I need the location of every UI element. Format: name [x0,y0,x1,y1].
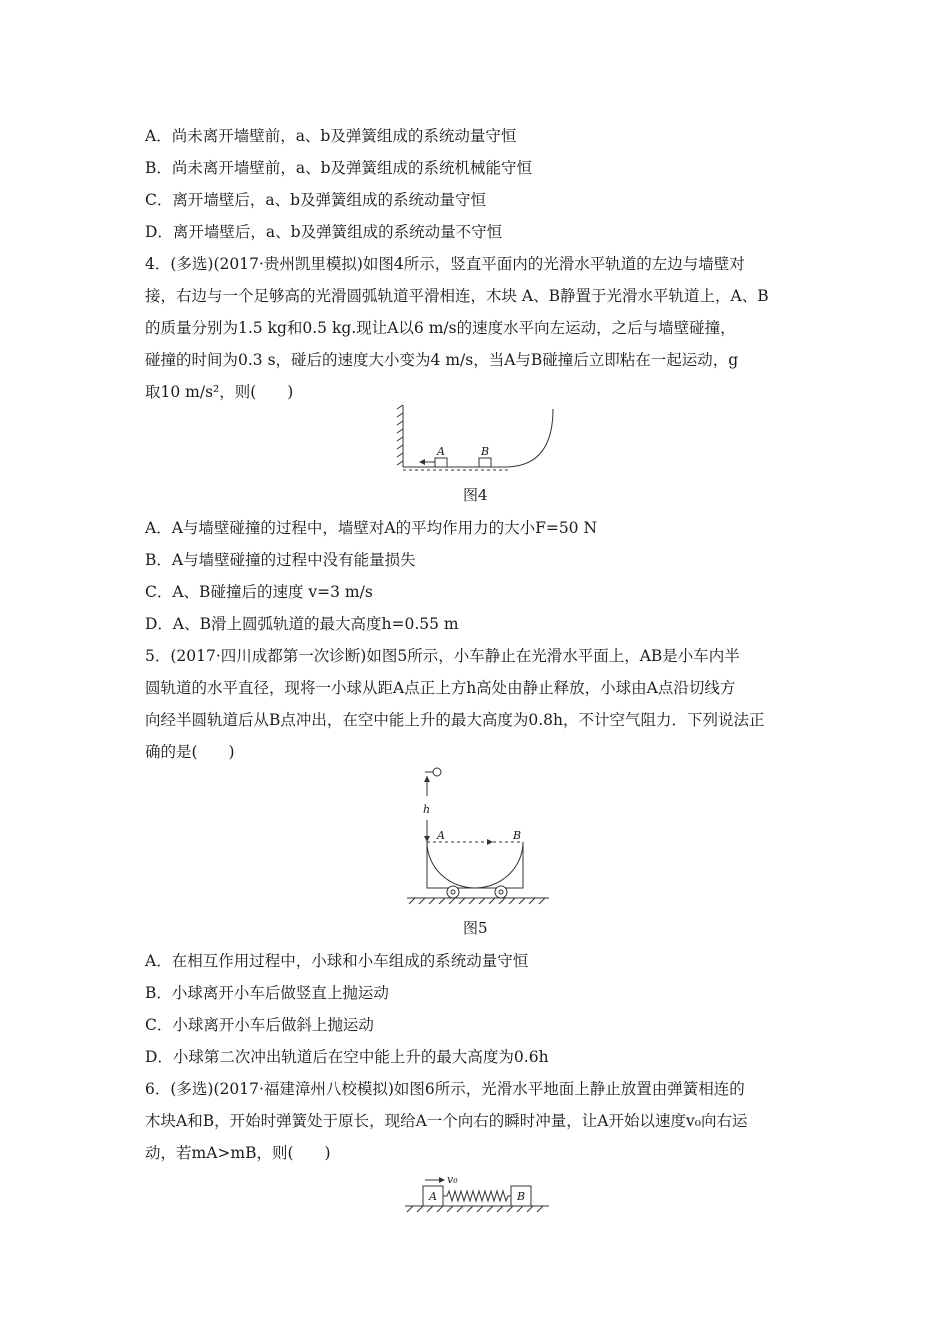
q5-option-a: A．在相互作用过程中，小球和小车组成的系统动量守恒 [145,952,529,970]
q6-stem-line: 动，若mA>mB，则( ) [145,1144,331,1162]
q4-stem-line: 的质量分别为1.5 kg和0.5 kg.现让A以6 m/s的速度水平向左运动，之后与墙壁碰撞， [145,319,736,337]
fig4-label-b: B [481,445,490,458]
fig5-label-b: B [513,829,522,842]
q4-stem-line: 碰撞的时间为0.3 s，碰后的速度大小变为4 m/s，当A与B碰撞后立即粘在一起运动，g [145,351,739,369]
figure-5-diagram [405,768,555,908]
q6-stem-line: 6．(多选)(2017·福建漳州八校模拟)如图6所示，光滑水平地面上静止放置由弹簧相连的 [145,1080,745,1098]
figure-6-diagram [403,1172,553,1220]
fig6-label-a: A [429,1190,437,1203]
figure-4-caption: 图4 [463,486,488,504]
fig5-label-h: h [423,803,431,816]
q3-option-d: D．离开墙壁后，a、b及弹簧组成的系统动量不守恒 [145,223,503,241]
q4-option-b: B．A与墙壁碰撞的过程中没有能量损失 [145,551,416,569]
q5-stem-line: 圆轨道的水平直径，现将一小球从距A点正上方h高处由静止释放，小球由A点沿切线方 [145,679,736,697]
q3-option-b: B．尚未离开墙壁前，a、b及弹簧组成的系统机械能守恒 [145,159,533,177]
q4-option-a: A．A与墙壁碰撞的过程中，墙壁对A的平均作用力的大小F=50 N [145,519,598,537]
q6-stem-line: 木块A和B，开始时弹簧处于原长，现给A一个向右的瞬时冲量，让A开始以速度v₀向右运 [145,1112,748,1130]
q5-stem-line: 5．(2017·四川成都第一次诊断)如图5所示，小车静止在光滑水平面上，AB是小车内半 [145,647,740,665]
fig4-label-a: A [437,445,445,458]
q4-option-c: C．A、B碰撞后的速度 v=3 m/s [145,583,373,601]
q4-stem-line: 取10 m/s²，则( ) [145,383,294,401]
fig6-label-v0: v₀ [447,1173,458,1186]
q4-stem-line: 4．(多选)(2017·贵州凯里模拟)如图4所示，竖直平面内的光滑水平轨道的左边与墙壁对 [145,255,745,273]
q5-stem-line: 向经半圆轨道后从B点冲出，在空中能上升的最大高度为0.8h，不计空气阻力．下列说法正 [145,711,765,729]
q5-option-c: C．小球离开小车后做斜上抛运动 [145,1016,374,1034]
fig6-label-b: B [517,1190,526,1203]
q4-option-d: D．A、B滑上圆弧轨道的最大高度h=0.55 m [145,615,459,633]
fig5-label-a: A [437,829,445,842]
q3-option-c: C．离开墙壁后，a、b及弹簧组成的系统动量守恒 [145,191,487,209]
figure-5-caption: 图5 [463,919,488,937]
q5-stem-line: 确的是( ) [145,743,235,761]
q5-option-b: B．小球离开小车后做竖直上抛运动 [145,984,389,1002]
q4-stem-line: 接，右边与一个足够高的光滑圆弧轨道平滑相连，木块 A、B静置于光滑水平轨道上，A、B [145,287,769,305]
figure-4-diagram [395,405,565,475]
q3-option-a: A．尚未离开墙壁前，a、b及弹簧组成的系统动量守恒 [145,127,517,145]
q5-option-d: D．小球第二次冲出轨道后在空中能上升的最大高度为0.6h [145,1048,549,1066]
